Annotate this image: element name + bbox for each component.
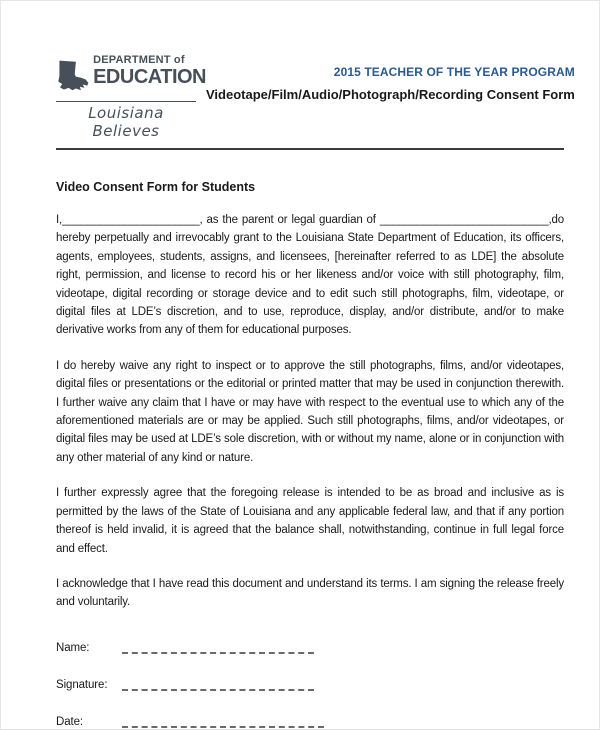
signature-field-label: Signature: [56,678,108,691]
doe-logo-top [56,49,206,97]
date-field-row [56,710,565,728]
program-title: 2015 TEACHER OF THE YEAR PROGRAM [333,65,575,79]
header-rule [56,148,564,150]
name-field-label: Name: [56,641,90,654]
signature-field-blank-line [122,677,314,691]
name-field-blank-line [122,640,314,654]
doe-logo-education: EDUCATION [93,66,206,88]
doe-logo-tagline: Louisiana Believes [88,104,164,140]
section-heading: Video Consent Form for Students [56,180,256,194]
signature-fields [56,636,565,728]
consent-paragraph-acknowledgement: I acknowledge that I have read this document and understand its terms. I am signing the release freely and voluntarily. [56,577,564,609]
date-field-label: Date: [56,715,83,728]
doe-logo-words [93,49,206,87]
doe-logo [56,49,206,140]
header-titles [206,49,575,102]
document-header [56,49,575,140]
doe-logo-department-of: DEPARTMENT of [93,54,185,66]
consent-form-page [1,1,600,731]
doe-logo-divider [56,101,196,102]
form-title: Videotape/Film/Audio/Photograph/Recording Consent Form [206,87,575,102]
date-field-blank-line [122,714,324,728]
name-field-row [56,636,565,654]
louisiana-state-icon [56,55,90,97]
signature-field-row [56,673,565,691]
consent-paragraph-release-scope: I further expressly agree that the foregoing release is intended to be as broad and inclusive as is permitted by the laws of the State of Louisiana and any applicable federal law, and that if any portion thereof is held invalid, it is agreed that the balance shall, notwithstanding, continue in full legal force and effect. [56,487,564,555]
consent-paragraph-waiver: I do hereby waive any right to inspect or to approve the still photographs, films, and/or videotapes, digital files or presentations or the editorial or printed matter that may be used in conjunction therewith. I further waive any claim that I have or may have with respect to the eventual use to which any of the aforementioned materials are or may be applied. Such still photographs, films, and/or videotapes, or digital files may be used at LDE’s sole discretion, with or without my name, alone or in conjunction with any other material of any kind or nature. [56,359,564,464]
consent-paragraph-grant: I,______________________, as the parent or legal guardian of ___________________________,do hereby perpetually and irrevocably grant to the Louisiana State Department of Education, its officers, agents, employees, students, assigns, and licensees, [hereinafter referred to as LDE] the absolute right, permission, and license to record his or her likeness and/or voice with still photography, film, videotape, digital recording or storage device and to edit such still photographs, film, videotape, or digital files at LDE’s discretion, and to use, reproduce, display, and/or distribute, and/or to make derivative works from any of them for educational purposes. [56,214,564,337]
